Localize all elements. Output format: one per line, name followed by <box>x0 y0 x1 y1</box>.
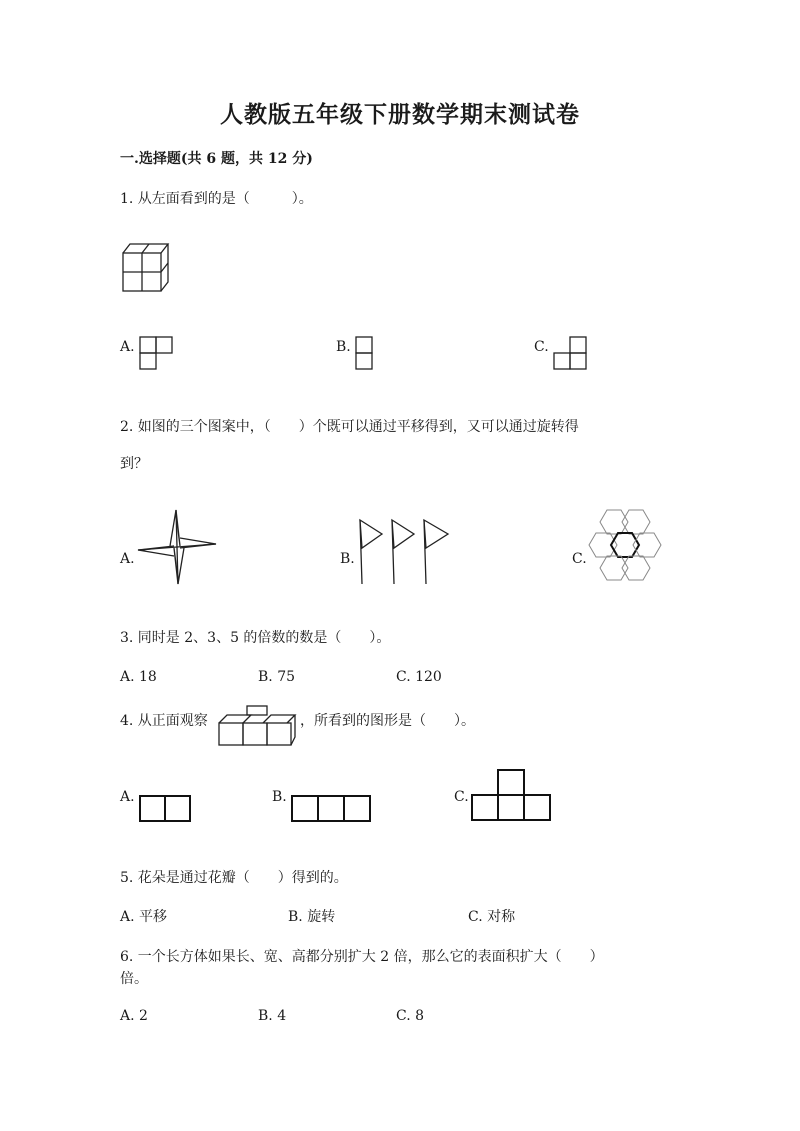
question-4-text-before: 4. 从正面观察 <box>120 713 208 729</box>
question-2-option-a[interactable]: A. <box>120 551 135 567</box>
question-2-option-c-hexagons <box>588 508 668 588</box>
question-2-text-line2: 到？ <box>120 456 148 472</box>
question-4-option-a[interactable]: A. <box>120 789 135 805</box>
question-4-option-b-figure <box>290 794 374 824</box>
question-6-option-b[interactable]: B. 4 <box>258 1008 287 1024</box>
question-6-option-c[interactable]: C. 8 <box>396 1008 425 1024</box>
question-2-option-b-flags <box>356 516 454 586</box>
question-2-option-a-pinwheel <box>138 508 218 586</box>
question-4-cube-stack <box>217 704 297 748</box>
question-1-option-a[interactable]: A. <box>120 339 135 355</box>
question-6-option-a[interactable]: A. 2 <box>120 1008 148 1024</box>
page-title: 人教版五年级下册数学期末测试卷 <box>220 101 580 128</box>
question-3-option-b[interactable]: B. 75 <box>258 669 296 685</box>
question-6-text-line2: 倍。 <box>120 971 148 987</box>
question-1-option-b[interactable]: B. <box>336 339 351 355</box>
question-5-option-a[interactable]: A. 平移 <box>120 909 168 925</box>
question-2-option-b[interactable]: B. <box>340 551 355 567</box>
question-4-option-a-figure <box>138 794 194 824</box>
question-6-text-line1: 6. 一个长方体如果长、宽、高都分别扩大 2 倍，那么它的表面积扩大（ ） <box>120 949 604 965</box>
question-5-option-b[interactable]: B. 旋转 <box>288 909 336 925</box>
question-4-text-after: ，所看到的图形是（ ）。 <box>300 713 475 729</box>
question-1-text: 1. 从左面看到的是（ ）。 <box>120 191 313 207</box>
question-1-option-b-figure <box>354 336 374 370</box>
question-2-text-line1: 2. 如图的三个图案中，（ ）个既可以通过平移得到，又可以通过旋转得 <box>120 419 579 435</box>
question-1-cube-figure <box>118 242 170 292</box>
question-3-option-a[interactable]: A. 18 <box>120 669 157 685</box>
question-2-option-c[interactable]: C. <box>572 551 587 567</box>
question-4-option-c[interactable]: C. <box>454 789 469 805</box>
question-5-text: 5. 花朵是通过花瓣（ ）得到的。 <box>120 870 348 886</box>
question-1-option-c-figure <box>552 336 588 370</box>
question-4-option-b[interactable]: B. <box>272 789 287 805</box>
question-3-option-c[interactable]: C. 120 <box>396 669 442 685</box>
question-1-option-a-figure <box>138 336 174 370</box>
question-1-option-c[interactable]: C. <box>534 339 549 355</box>
question-4-option-c-figure <box>470 768 556 824</box>
question-5-option-c[interactable]: C. 对称 <box>468 909 516 925</box>
question-3-text: 3. 同时是 2、3、5 的倍数的数是（ ）。 <box>120 630 391 646</box>
section-heading: 一.选择题(共 6 题，共 12 分) <box>120 151 313 167</box>
